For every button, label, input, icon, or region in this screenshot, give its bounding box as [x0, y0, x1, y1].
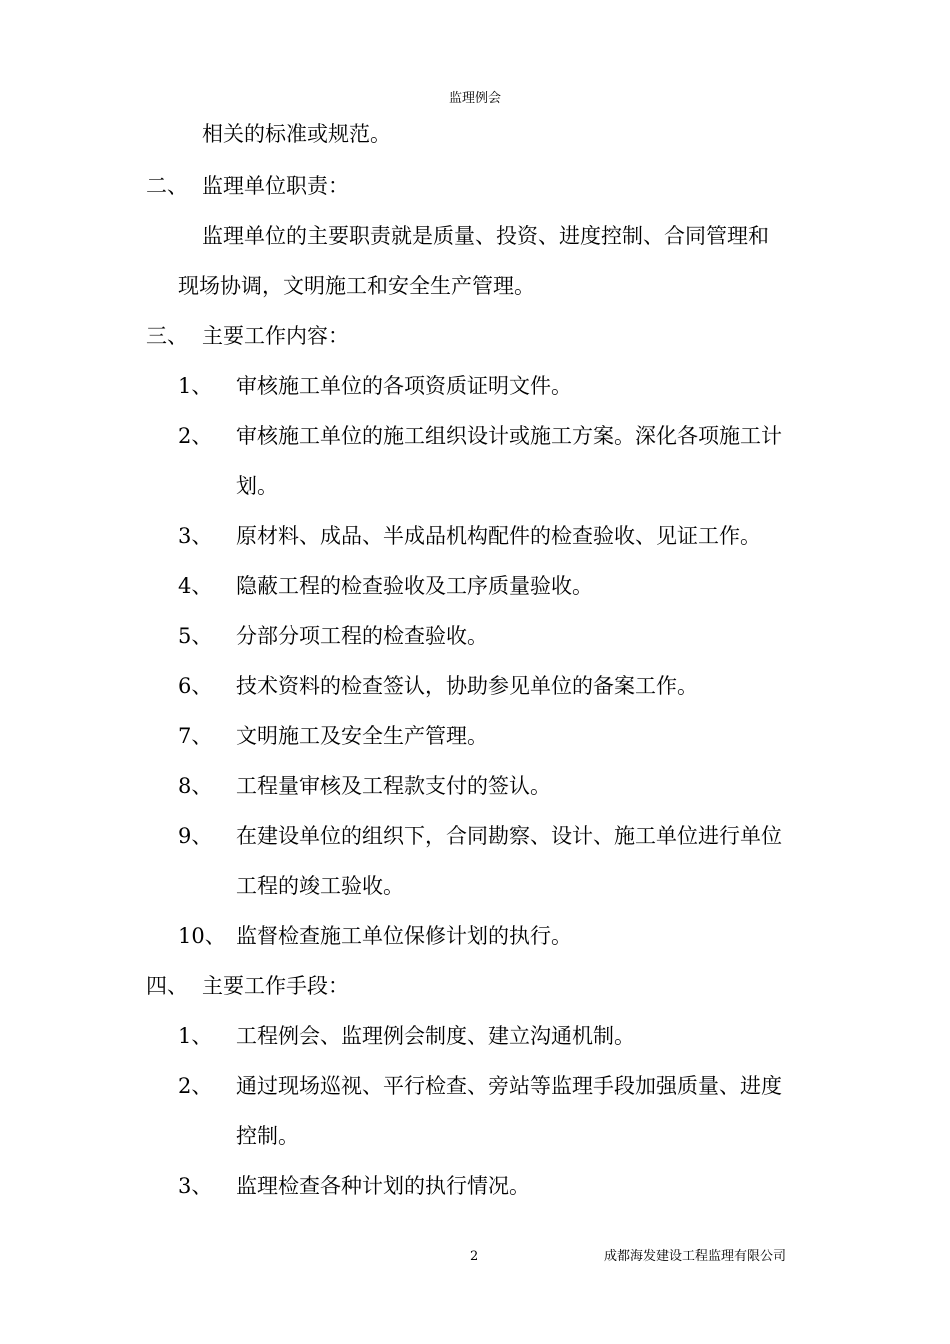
sec4-item-1-text: 工程例会、监理例会制度、建立沟通机制。 — [236, 1024, 635, 1048]
sec3-item-6-text: 技术资料的检查签认，协助参见单位的备案工作。 — [236, 674, 698, 698]
sec3-item-1-number: 1、 — [178, 374, 213, 398]
section-3-title: 主要工作内容： — [202, 324, 349, 348]
sec3-item-7-number: 7、 — [178, 724, 213, 748]
sec3-item-9-number: 9、 — [178, 824, 213, 848]
section-2-paragraph-line-2: 现场协调，文明施工和安全生产管理。 — [178, 274, 535, 298]
section-4-title: 主要工作手段： — [202, 974, 349, 998]
footer-company-name: 成都海发建设工程监理有限公司 — [604, 1249, 787, 1264]
sec3-item-5-text: 分部分项工程的检查验收。 — [236, 624, 488, 648]
sec3-item-7-text: 文明施工及安全生产管理。 — [236, 724, 488, 748]
sec4-item-1-number: 1、 — [178, 1024, 213, 1048]
intro-tail-text: 相关的标准或规范。 — [202, 122, 391, 146]
page-header-title: 监理例会 — [448, 91, 501, 106]
section-2-paragraph-line-1: 监理单位的主要职责就是质量、投资、进度控制、合同管理和 — [202, 224, 769, 248]
sec3-item-9-text-line-2: 工程的竣工验收。 — [236, 874, 404, 898]
sec3-item-9-text-line-1: 在建设单位的组织下，合同勘察、设计、施工单位进行单位 — [236, 824, 782, 848]
sec3-item-3-number: 3、 — [178, 524, 213, 548]
sec4-item-3-number: 3、 — [178, 1174, 213, 1198]
footer-page-number: 2 — [470, 1249, 479, 1264]
sec3-item-3-text: 原材料、成品、半成品机构配件的检查验收、见证工作。 — [236, 524, 761, 548]
sec3-item-6-number: 6、 — [178, 674, 213, 698]
sec4-item-2-text-line-2: 控制。 — [236, 1124, 299, 1148]
sec4-item-2-text-line-1: 通过现场巡视、平行检查、旁站等监理手段加强质量、进度 — [236, 1074, 782, 1098]
sec4-item-3-text: 监理检查各种计划的执行情况。 — [236, 1174, 530, 1198]
sec3-item-8-text: 工程量审核及工程款支付的签认。 — [236, 774, 551, 798]
sec3-item-8-number: 8、 — [178, 774, 213, 798]
sec3-item-2-text-line-2: 划。 — [236, 474, 278, 498]
sec3-item-10-text: 监督检查施工单位保修计划的执行。 — [236, 924, 572, 948]
sec3-item-4-number: 4、 — [178, 574, 213, 598]
sec4-item-2-number: 2、 — [178, 1074, 213, 1098]
sec3-item-1-text: 审核施工单位的各项资质证明文件。 — [236, 374, 572, 398]
section-2-number: 二、 — [146, 174, 188, 198]
sec3-item-4-text: 隐蔽工程的检查验收及工序质量验收。 — [236, 574, 593, 598]
sec3-item-2-text-line-1: 审核施工单位的施工组织设计或施工方案。深化各项施工计 — [236, 424, 782, 448]
section-2-title: 监理单位职责： — [202, 174, 349, 198]
sec3-item-10-number: 10、 — [178, 924, 226, 948]
sec3-item-5-number: 5、 — [178, 624, 213, 648]
section-4-number: 四、 — [146, 974, 188, 998]
sec3-item-2-number: 2、 — [178, 424, 213, 448]
section-3-number: 三、 — [146, 324, 188, 348]
